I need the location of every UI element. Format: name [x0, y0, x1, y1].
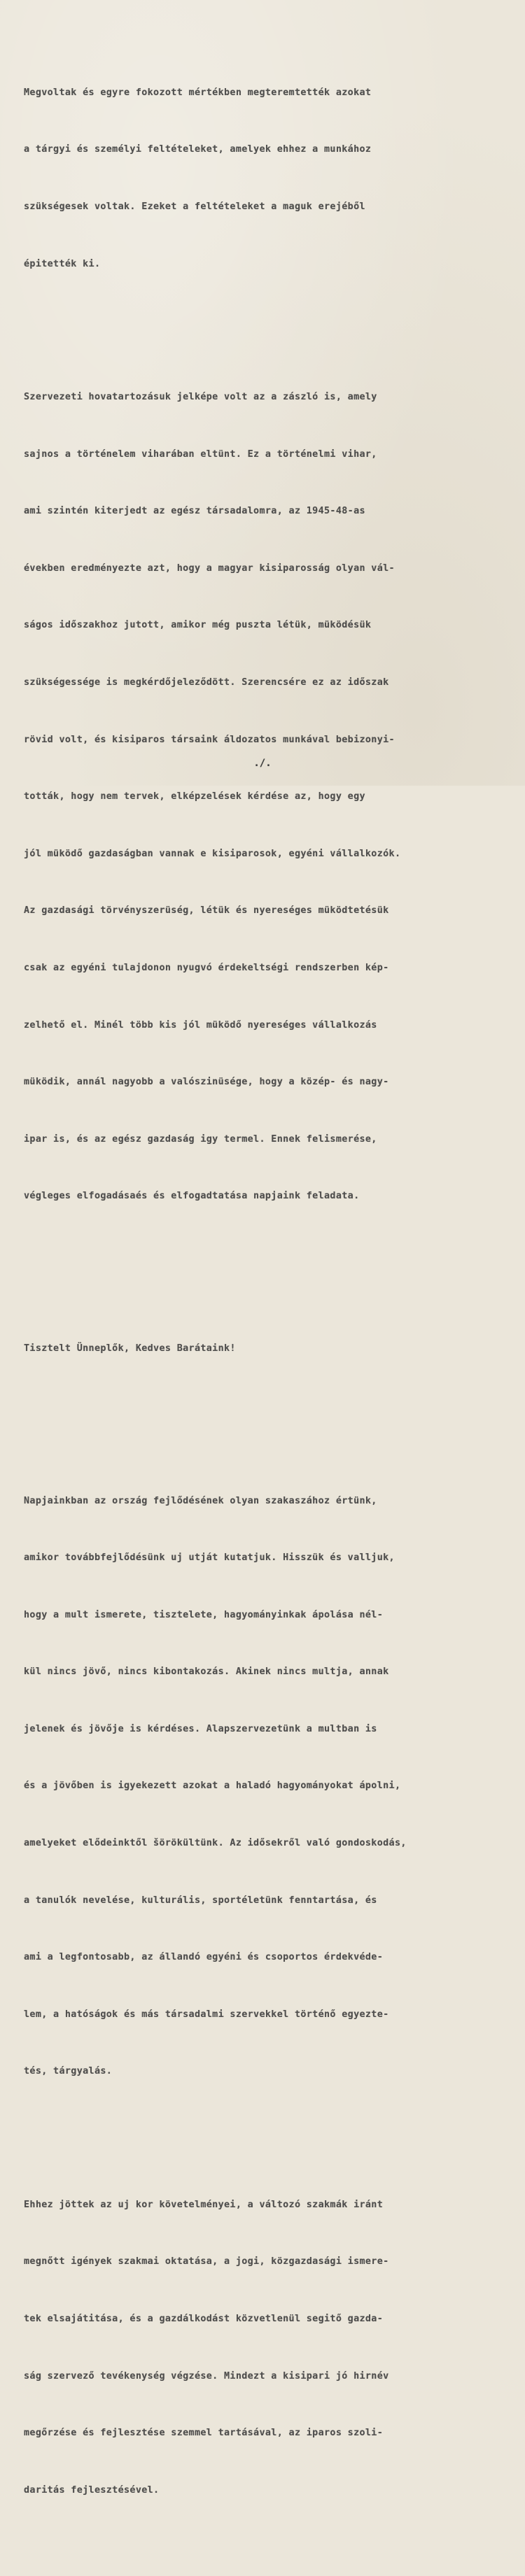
paragraph-1: [24, 45, 525, 311]
text-line: lem, a hatóságok és más társadalmi szervekkel történő egyezte-: [24, 2009, 389, 2020]
text-line: ságos időszakhoz jutott, amikor még puszta létük, müködésük: [24, 620, 372, 631]
text-line: években eredményezte azt, hogy a magyar kisiparosság olyan vál-: [24, 562, 395, 574]
text-line: zelhető el. Minél több kis jól müködő nyereséges vállalkozás: [24, 1019, 377, 1031]
text-line: megnőtt igények szakmai oktatása, a jogi, közgazdasági ismere-: [24, 2256, 389, 2267]
salutation: Tisztelt Ünneplők, Kedves Barátaink!: [24, 1343, 236, 1354]
text-line: ami a legfontosabb, az állandó egyéni és csoportos érdekvéde-: [24, 1952, 384, 1963]
text-line: szükségesek voltak. Ezeket a feltételeket a maguk erejéből: [24, 201, 365, 212]
page-continuation-marker: ./.: [253, 758, 272, 769]
text-line: hogy a mult ismerete, tisztelete, hagyományinkak ápolása nél-: [24, 1609, 384, 1620]
text-line: müködik, annál nagyobb a valószinüsége, hogy a közép- és nagy-: [24, 1077, 389, 1088]
text-line: ipar is, és az egész gazdaság igy termel. Ennek felismerése,: [24, 1133, 377, 1145]
text-line: a tárgyi és személyi feltételeket, amelyek ehhez a munkához: [24, 144, 372, 155]
text-line: kül nincs jövő, nincs kibontakozás. Akinek nincs multja, annak: [24, 1666, 389, 1678]
paragraph-3: [24, 1453, 525, 2119]
text-line: megőrzése és fejlesztése szemmel tartásával, az iparos szoli-: [24, 2428, 384, 2439]
text-line: tották, hogy nem tervek, elképzelések kérdése az, hogy egy: [24, 791, 365, 802]
text-line: tek elsajátitása, és a gazdálkodást közvetlenül segitő gazda-: [24, 2314, 384, 2325]
document-body: [24, 7, 525, 2576]
text-line: amelyeket elődeinktől šörökültünk. Az idősekről való gondoskodás,: [24, 1838, 407, 1849]
text-line: Ehhez jöttek az uj kor követelményei, a változó szakmák iránt: [24, 2199, 384, 2210]
paragraph-4: [24, 2157, 525, 2538]
text-line: csak az egyéni tulajdonon nyugvó érdekeltségi rendszerben kép-: [24, 962, 389, 973]
text-line: sajnos a történelem viharában eltünt. Ez a történelmi vihar,: [24, 448, 377, 460]
text-line: ami szintén kiterjedt az egész társadalomra, az 1945-48-as: [24, 506, 365, 517]
text-line: Az gazdasági törvényszerüség, létük és nyereséges müködtetésük: [24, 905, 389, 917]
blank-line: [24, 1396, 525, 1415]
text-line: épitették ki.: [24, 258, 101, 269]
text-line: tés, tárgyalás.: [24, 2066, 113, 2077]
text-line: és a jövőben is igyekezett azokat a haladó hagyományokat ápolni,: [24, 1781, 401, 1792]
text-line: rövid volt, és kisiparos társaink áldozatos munkával bebizonyi-: [24, 734, 395, 745]
text-line: végleges elfogadásaés és elfogadtatása napjaink feladata.: [24, 1191, 360, 1202]
text-line: daritás fejlesztésével.: [24, 2484, 160, 2496]
blank-line: [24, 1282, 525, 1301]
text-line: amikor továbbfejlődésünk uj utját kutatjuk. Hisszük és valljuk,: [24, 1552, 395, 1564]
text-line: jól müködő gazdaságban vannak e kisiparosok, egyéni vállalkozók.: [24, 848, 401, 859]
text-line: szükségessége is megkérdőjeleződött. Szerencsére ez az időszak: [24, 677, 389, 688]
text-line: Megvoltak és egyre fokozott mértékben megteremtették azokat: [24, 87, 372, 98]
text-line: Napjainkban az ország fejlődésének olyan szakaszához értünk,: [24, 1495, 377, 1506]
text-line: Szervezeti hovatartozásuk jelképe volt az a zászló is, amely: [24, 392, 377, 402]
text-line: a tanulók nevelése, kulturális, sportéletünk fenntartása, és: [24, 1895, 377, 1906]
text-line: jelenek és jövője is kérdéses. Alapszervezetünk a multban is: [24, 1723, 377, 1734]
paragraph-2: [24, 350, 525, 1244]
text-line: ság szervező tevékenység végzése. Mindezt a kisipari jó hirnév: [24, 2370, 389, 2382]
